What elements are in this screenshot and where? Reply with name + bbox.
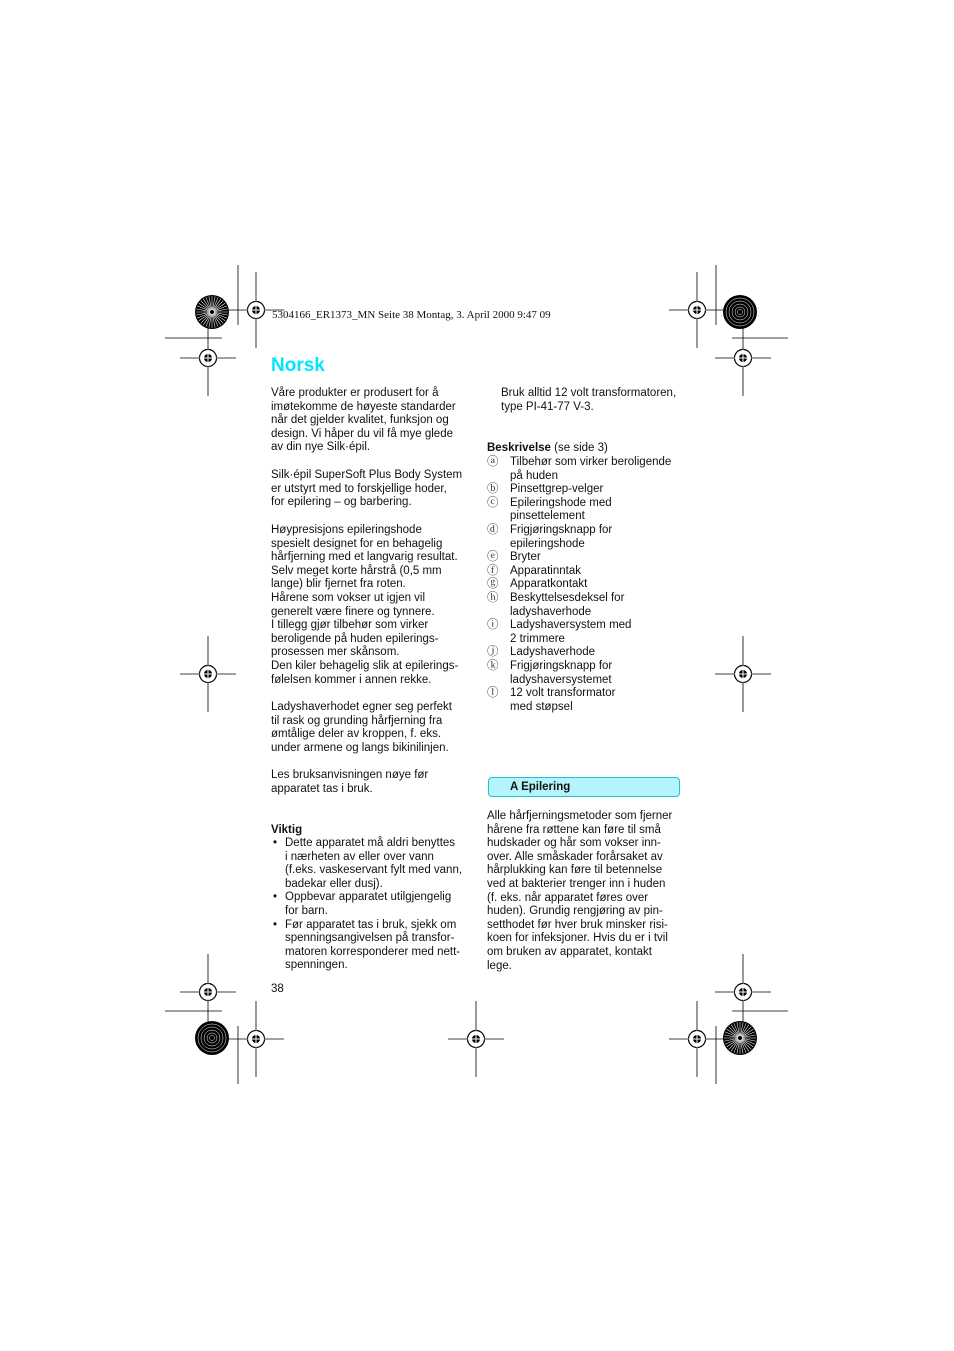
list-item: [487, 456, 692, 483]
important-bullet: • Oppbevar apparatet utilgjengelig for barn.: [271, 891, 481, 918]
registration-mark-bottom-right: [669, 1001, 725, 1077]
description-list: [487, 456, 692, 714]
item-text: Ladyshaversystem med 2 trimmere: [510, 619, 632, 645]
section-heading: A Epilering: [510, 781, 571, 793]
item-letter: ⓔ: [487, 551, 499, 564]
item-letter: ⓚ: [487, 659, 499, 672]
item-text: Bryter: [510, 551, 541, 564]
description-note: (se side 3): [550, 442, 608, 454]
registration-mark-left-upper: [180, 320, 236, 396]
list-item: [487, 646, 692, 660]
item-letter: ⓓ: [487, 523, 499, 536]
item-letter: ⓕ: [487, 564, 499, 577]
important-heading: Viktig: [271, 824, 303, 836]
item-text: Ladyshaverhode: [510, 646, 596, 659]
important-list: [271, 837, 481, 973]
item-text: Beskyttelsesdeksel for ladyshaverhode: [510, 591, 625, 618]
item-letter: ⓑ: [487, 483, 499, 496]
target-mark-bottom-left: [195, 1021, 229, 1055]
important-bullet: • Dette apparatet må aldri benyttes i nærheten av eller over vann (f.eks. vaskeservant fylt med vann, badekar eller dusj).: [271, 837, 481, 891]
registration-mark-left-middle: [180, 636, 236, 712]
list-item: [487, 619, 692, 646]
transformer-note: Bruk alltid 12 volt transformatoren, type PI-41-77 V-3.: [501, 387, 677, 413]
item-text: Epileringshode med pinsettelement: [510, 496, 612, 523]
item-letter: ⓛ: [487, 687, 499, 700]
item-text: Frigjøringsknapp for epileringshode: [510, 523, 613, 550]
item-text: Apparatkontakt: [510, 578, 588, 591]
registration-mark-right-middle: [715, 636, 771, 712]
target-mark-top-right: [723, 295, 757, 329]
item-text: Tilbehør som virker beroligende på huden: [510, 456, 672, 482]
description-heading-label: Beskrivelse: [487, 442, 551, 454]
registration-mark-top-right: [669, 272, 725, 348]
product-paragraph: Silk·épil SuperSoft Plus Body System er utstyrt med to forskjellige hoder, for epilering – og barbering.: [271, 469, 463, 509]
item-text: Frigjøringsknapp for ladyshaversystemet: [510, 659, 613, 686]
item-letter: ⓒ: [487, 496, 499, 509]
starburst-mark-bottom-right: [723, 1021, 757, 1055]
description-heading: [487, 442, 608, 456]
item-letter: ⓘ: [487, 619, 499, 632]
read-instructions-paragraph: Les bruksanvisningen nøye før apparatet tas i bruk.: [271, 769, 429, 795]
item-letter: ⓐ: [487, 456, 499, 468]
list-item: [487, 578, 692, 592]
ladyshaver-paragraph: Ladyshaverhodet egner seg perfekt til rask og grunding hårfjerning fra ømtålige deler av kroppen, f. eks. under armene og langs bikinilinjen.: [271, 701, 452, 754]
item-letter: ⓗ: [487, 591, 499, 604]
item-letter: ⓖ: [487, 578, 499, 591]
registration-mark-bottom-left: [228, 1001, 284, 1077]
list-item: [487, 565, 692, 579]
registration-mark-left-lower: [180, 954, 236, 1030]
intro-paragraph: Våre produkter er produsert for å imøtekomme de høyeste standarder når det gjelder kvalitet, funksjon og design. Vi håper du vil få mye glede av din nye Silk·épil.: [271, 387, 456, 454]
list-item: [487, 592, 692, 619]
item-letter: ⓙ: [487, 646, 499, 659]
print-header: 5304166_ER1373_MN Seite 38 Montag, 3. April 2000 9:47 09: [272, 309, 551, 321]
list-item: [487, 660, 692, 687]
list-item: [487, 687, 692, 714]
registration-mark-right-lower: [715, 954, 771, 1030]
list-item: [487, 483, 692, 497]
registration-mark-bottom-center: [448, 1001, 504, 1077]
section-heading-box: [488, 777, 680, 797]
important-bullet: • Før apparatet tas i bruk, sjekk om spenningsangivelsen på transfor- matoren korresponderer med nett- spenningen.: [271, 919, 481, 973]
starburst-mark-top-left: [195, 295, 229, 329]
list-item: [487, 497, 692, 524]
epilation-head-paragraph: Høypresisjons epileringshode spesielt designet for en behagelig hårfjerning med et langvarig resultat. Selv meget korte hårstrå (0,5 mm lange) blir fjernet fra roten. Hårene som vokser ut igjen vil generelt være finere og tynnere. I tillegg gjør tilbehør som virker beroligende på huden epilerings- prosessen mer skånsom. Den kiler behagelig slik at epilerings- følelsen kommer i annen rekke.: [271, 524, 459, 686]
page-title: Norsk: [271, 355, 325, 376]
epilation-warning-paragraph: Alle hårfjerningsmetoder som fjerner hårene fra røttene kan føre til små hudskader og hår som vokser inn- over. Alle småskader forårsaket av hårplukking kan føre til betennelse ved at bakterier trenger inn i huden (f. eks. når apparatet føres over huden). Grundig rengjøring av pin- setthodet før hver bruk minsker risi- koen for infeksjoner. Hvis du er i tvil om bruken av apparatet, kontakt lege.: [487, 810, 673, 972]
registration-mark-right-upper: [715, 320, 771, 396]
item-text: Apparatinntak: [510, 564, 581, 577]
page-number: 38: [271, 983, 284, 995]
list-item: [487, 524, 692, 551]
item-text: 12 volt transformator med støpsel: [510, 687, 616, 713]
list-item: [487, 551, 692, 565]
item-text: Pinsettgrep-velger: [510, 483, 604, 496]
